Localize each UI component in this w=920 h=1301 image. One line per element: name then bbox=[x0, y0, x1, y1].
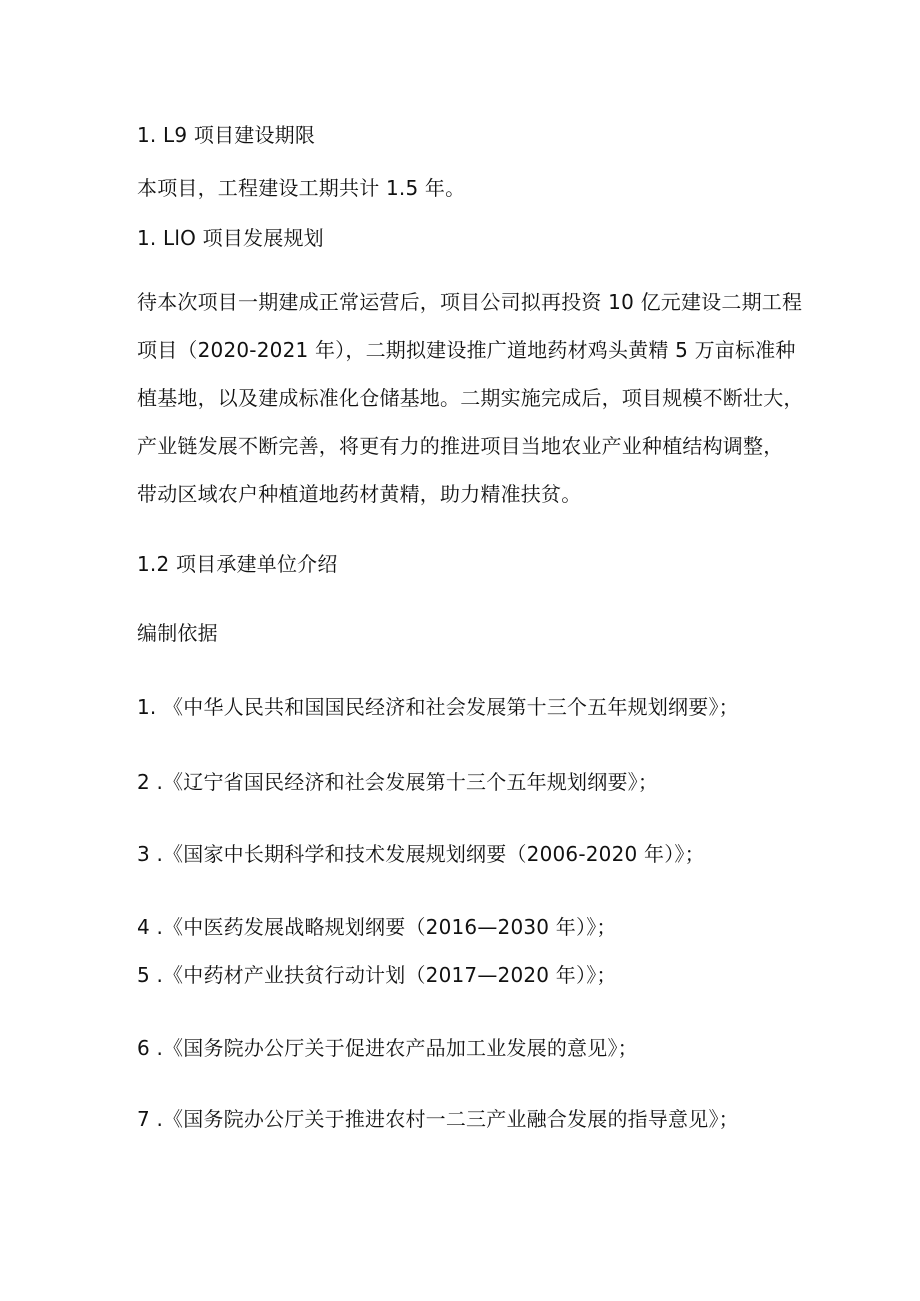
basis-list-item: 5 .《中药材产业扶贫行动计划（2017—2020 年）》； bbox=[137, 963, 617, 987]
section-1-10-body-line: 待本次项目一期建成正常运营后，项目公司拟再投资 10 亿元建设二期工程 bbox=[137, 290, 803, 314]
basis-heading: 编制依据 bbox=[137, 621, 218, 645]
section-1-9-heading: 1. L9 项目建设期限 bbox=[137, 123, 316, 147]
basis-list-item: 2 .《辽宁省国民经济和社会发展第十三个五年规划纲要》； bbox=[137, 770, 659, 794]
section-1-10-body-line: 项目（2020-2021 年），二期拟建设推广道地药材鸡头黄精 5 万亩标准种 bbox=[137, 338, 796, 362]
basis-list-item: 6 .《国务院办公厅关于促进农产品加工业发展的意见》； bbox=[137, 1036, 638, 1060]
section-1-10-body-line: 带动区域农户种植道地药材黄精，助力精准扶贫。 bbox=[137, 482, 582, 506]
basis-list-item: 3 .《国家中长期科学和技术发展规划纲要（2006-2020 年）》； bbox=[137, 842, 705, 866]
section-1-10-heading: 1. LlO 项目发展规划 bbox=[137, 226, 324, 250]
section-1-2-heading: 1.2 项目承建单位介绍 bbox=[137, 552, 338, 576]
basis-list-item: 4 .《中医药发展战略规划纲要（2016—2030 年）》； bbox=[137, 915, 617, 939]
basis-list-item: 1. 《中华人民共和国国民经济和社会发展第十三个五年规划纲要》； bbox=[137, 695, 739, 719]
section-1-9-body: 本项目，工程建设工期共计 1.5 年。 bbox=[137, 176, 466, 200]
section-1-10-body-line: 植基地，以及建成标准化仓储基地。二期实施完成后，项目规模不断壮大， bbox=[137, 386, 804, 410]
basis-list-item: 7 .《国务院办公厅关于推进农村一二三产业融合发展的指导意见》； bbox=[137, 1107, 739, 1131]
section-1-10-body-line: 产业链发展不断完善，将更有力的推进项目当地农业产业种植结构调整， bbox=[137, 434, 784, 458]
